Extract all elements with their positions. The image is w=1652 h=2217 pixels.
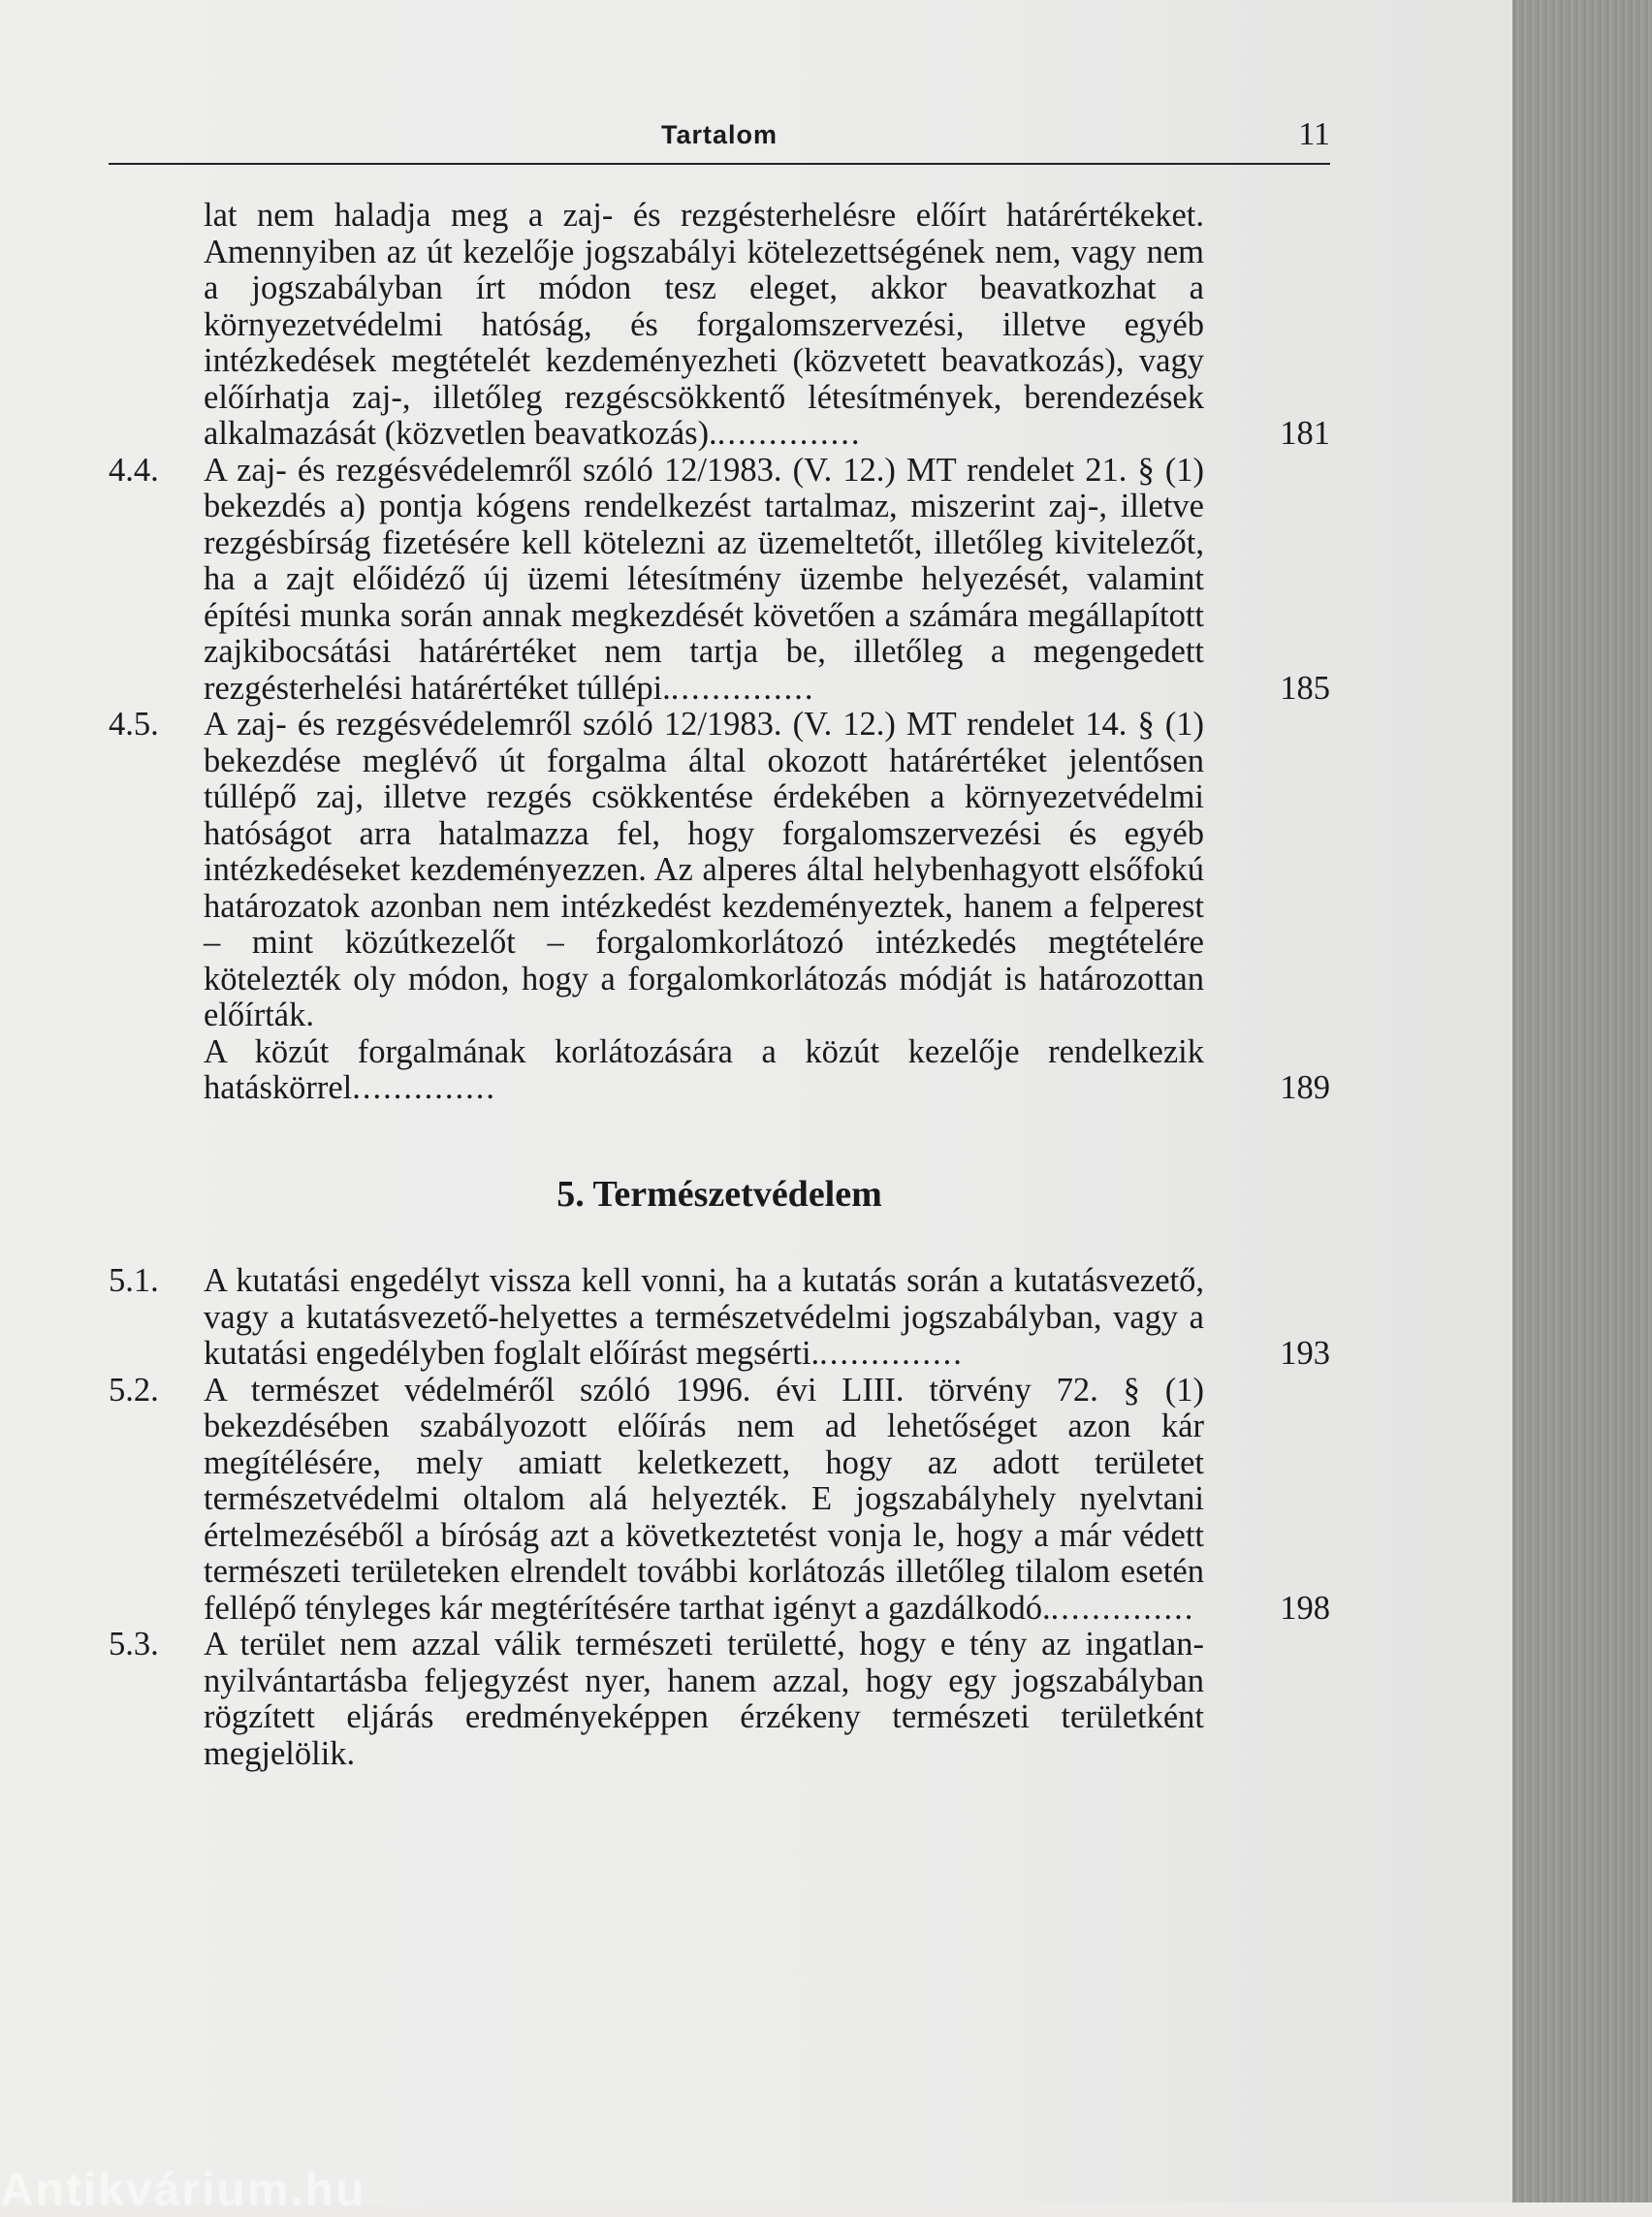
- toc-entry-page: 185: [1280, 669, 1330, 707]
- toc-entry: [109, 1034, 1330, 1107]
- watermark: Antikvárium.hu: [0, 2165, 366, 2216]
- toc-entry-text-content: lat nem haladja meg a zaj- és rezgésterhelésre előírt határértékeket. Amennyiben az út kezelője jogszabályi kötelezettségének nem, vagy nem a jogszabályban írt módon tesz eleget, akkor beavatkozhat a környezetvédelmi hatóság, és forgalomszervezési, illetve egyéb intézkedések megtételét kezdeményezheti (közvetett beavatkozás), vagy előírhatja zaj-, illetőleg rezgéscsökkentő létesítmények, berendezések alkalmazását (közvetlen beavatkozás).: [204, 197, 1204, 452]
- toc-entry-number: 4.5.: [109, 706, 159, 743]
- toc-entry-text: [204, 1373, 1204, 1628]
- header-title: Tartalom: [660, 120, 778, 149]
- toc-entry-text: [204, 1263, 1204, 1373]
- toc-entry-text: [204, 453, 1204, 708]
- toc-entry-number: 5.2.: [109, 1371, 159, 1409]
- toc-entry-text-content: A zaj- és rezgésvédelemről szóló 12/1983. (V. 12.) MT rendelet 21. § (1) bekezdés a) pontja kógens rendelkezést tartalmaz, miszerint zaj-, illetve rezgésbírság fizetésére kell kötelezni az üzemeltetőt, illetőleg kivitelezőt, ha a zajt előidéző új üzemi létesítmény üzembe helyezését, valamint építési munka során annak megkezdését követően a számára megállapított zajkibocsátási határértéket nem tartja be, illetőleg a megengedett rezgésterhelési határértéket túllépi.: [204, 451, 1204, 707]
- toc-entry-page: 198: [1280, 1589, 1330, 1627]
- toc-entry: [109, 707, 1330, 1034]
- dot-leader: ..............: [716, 415, 862, 452]
- toc-entry-number: 5.3.: [109, 1626, 159, 1663]
- toc-entry-number: 5.1.: [109, 1262, 159, 1299]
- dot-leader: ..............: [670, 669, 815, 707]
- toc-entry-text-content: A kutatási engedélyt vissza kell vonni, ha a kutatás során a kutatásvezető, vagy a kutatásvezető-helyettes a természetvédelmi jogszabályban, vagy a kutatási engedélyben foglalt előírást megsérti.: [204, 1262, 1204, 1372]
- toc-entry: [109, 1627, 1330, 1772]
- dot-leader: ..............: [819, 1335, 964, 1372]
- toc-entry-text-content: A terület nem azzal válik természeti területté, hogy e tény az ingatlan-nyilvántartásba feljegyzést nyer, hanem azzal, hogy egy jogszabályban rögzített eljárás eredményeképpen érzékeny természeti területként megjelölik.: [204, 1626, 1204, 1772]
- toc-entry: [109, 1263, 1330, 1373]
- header-page-number: 11: [1298, 116, 1330, 152]
- toc-entry-text-content: A természet védelméről szóló 1996. évi LIII. törvény 72. § (1) bekezdésében szabályozott előírás nem ad lehetőséget azon kár megítélésére, mely amiatt keletkezett, hogy az adott területet természetvédelmi oltalom alá helyezték. E jogszabályhely nyelvtani értelmezéséből a bíróság azt a következtetést vonja le, hogy a már védett természeti területeken elrendelt további korlátozás illetőleg tilalom esetén fellépő tényleges kár megtérítésére tarthat igényt a gazdálkodó.: [204, 1371, 1204, 1627]
- section-heading: 5. Természetvédelem: [556, 1173, 882, 1215]
- toc-content: [109, 198, 1330, 1772]
- page-edge-stack: [1512, 0, 1652, 2202]
- dot-leader: ..............: [1050, 1589, 1195, 1627]
- running-header: [109, 114, 1330, 165]
- dot-leader: ..............: [352, 1069, 497, 1106]
- toc-list-section-4: [109, 198, 1330, 1107]
- toc-entry: [109, 198, 1330, 453]
- toc-entry-text: [204, 1034, 1204, 1107]
- toc-entry-text: [204, 1627, 1204, 1772]
- toc-entry-page: 181: [1280, 415, 1330, 452]
- toc-list-section-5: [109, 1263, 1330, 1772]
- toc-entry: [109, 453, 1330, 708]
- toc-entry: [109, 1373, 1330, 1628]
- toc-entry-text-content: A zaj- és rezgésvédelemről szóló 12/1983. (V. 12.) MT rendelet 14. § (1) bekezdése meglévő út forgalma által okozott határértéket jelentősen túllépő zaj, illetve rezgés csökkentése érdekében a környezetvédelmi hatóságot arra hatalmazza fel, hogy forgalomszervezési és egyéb intézkedéseket kezdeményezzen. Az alperes által helybenhagyott elsőfokú határozatok azonban nem intézkedést kezdeményeztek, hanem a felperest – mint közútkezelőt – forgalomkorlátozó intézkedés megtételére kötelezték oly módon, hogy a forgalomkorlátozás módját is határozottan előírták.: [204, 706, 1204, 1033]
- toc-entry-page: 189: [1280, 1069, 1330, 1106]
- toc-entry-page: 193: [1280, 1335, 1330, 1372]
- toc-entry-text-content: A közút forgalmának korlátozására a közút kezelője rendelkezik hatáskörrel: [204, 1032, 1204, 1106]
- toc-entry-number: 4.4.: [109, 451, 159, 489]
- toc-entry-text: [204, 198, 1204, 453]
- toc-entry-text: [204, 707, 1204, 1034]
